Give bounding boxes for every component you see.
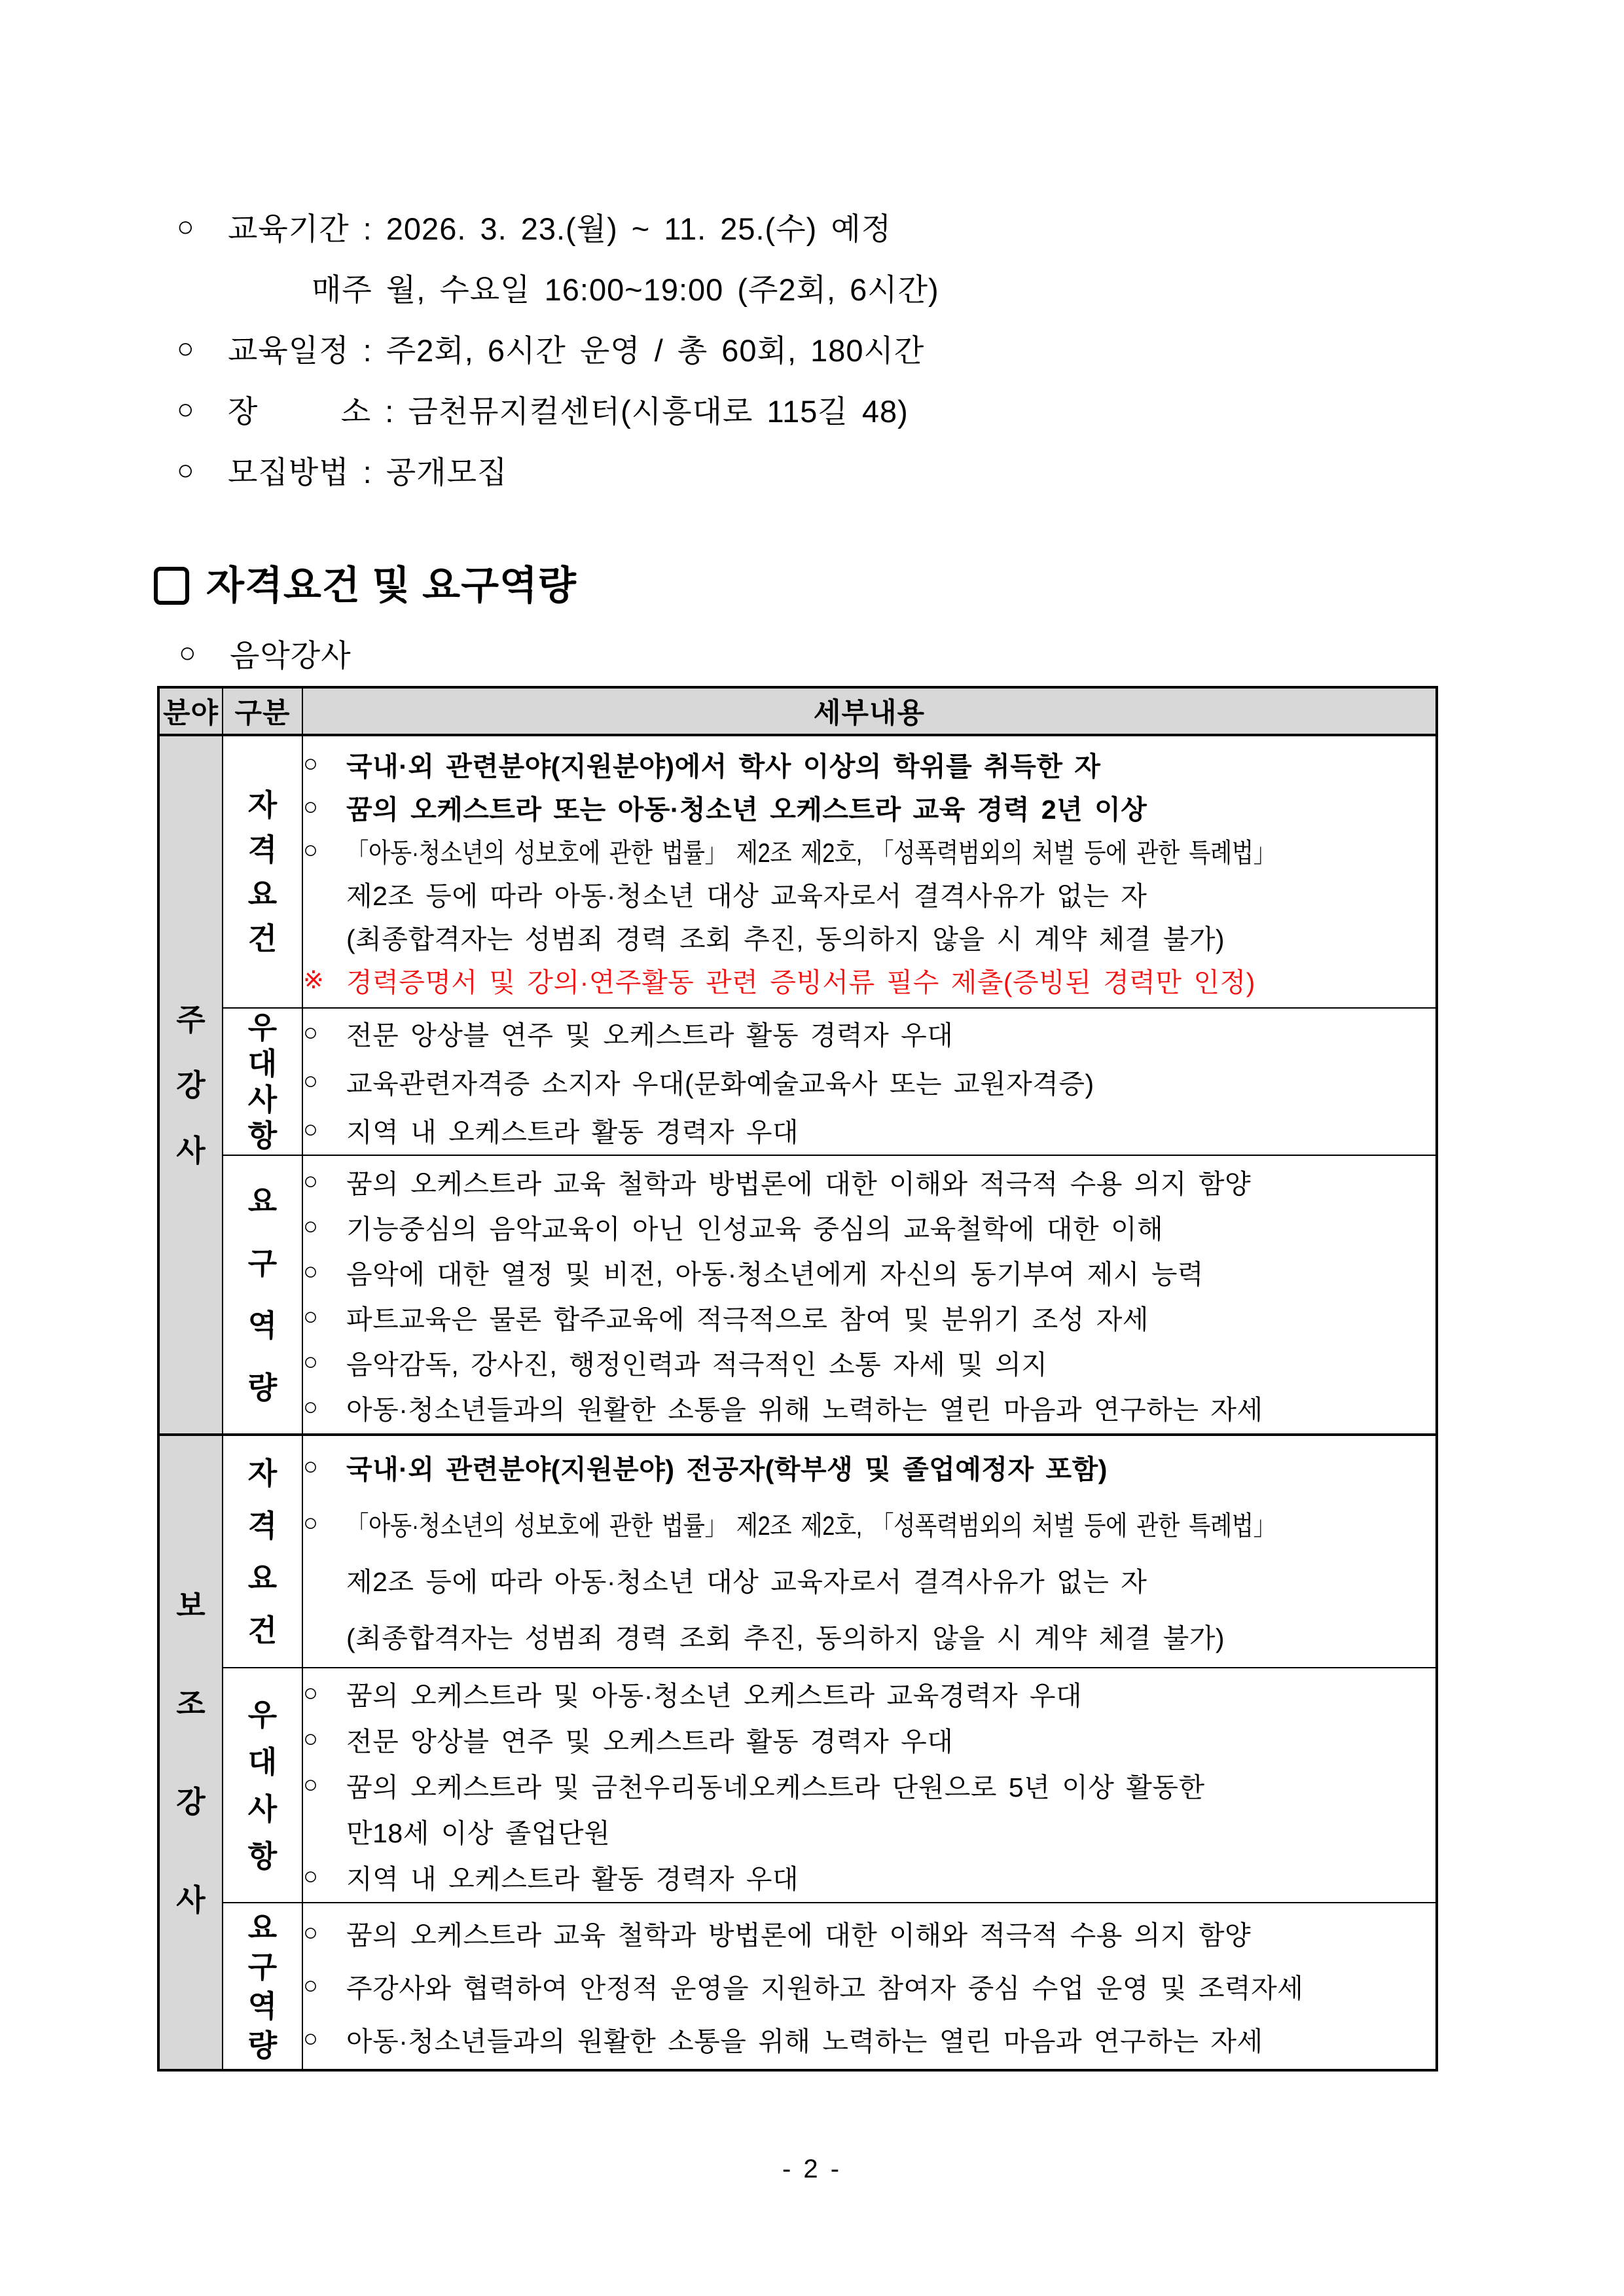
detail-text: 지역 내 오케스트라 활동 경력자 우대 [346, 1864, 799, 1894]
circle-bullet-icon: ○ [303, 1919, 319, 1946]
detail-line [303, 1960, 1435, 2013]
detail-line [303, 1295, 1435, 1340]
detail-line [303, 785, 1435, 829]
detail-text: 경력증명서 및 강의·연주활동 관련 증빙서류 필수 제출(증빙된 경력만 인정) [346, 967, 1255, 997]
circle-bullet-icon: ○ [177, 454, 195, 486]
category-cell-qualification [223, 1435, 302, 1668]
category-cell-preferred [223, 1668, 302, 1903]
details-cell [302, 735, 1437, 1008]
category-cell-qualification [223, 735, 302, 1008]
note-asterisk-icon: ※ [303, 966, 325, 994]
list-item-text: 교육기간 : 2026. 3. 23.(월) ~ 11. 25.(수) 예정 [228, 211, 892, 246]
detail-line [303, 1763, 1435, 1808]
list-item-education-period-detail [177, 257, 1624, 318]
table-header-row [158, 687, 1437, 735]
circle-bullet-icon: ○ [303, 1168, 319, 1195]
detail-line [303, 1671, 1435, 1717]
category-cell-preferred [223, 1008, 302, 1155]
circle-bullet-icon: ○ [303, 1863, 319, 1890]
circle-bullet-icon: ○ [303, 1303, 319, 1331]
qualification-table [157, 686, 1438, 2072]
detail-line [303, 1717, 1435, 1763]
category-label: 요구역량 [247, 1184, 278, 1405]
detail-line [303, 872, 1435, 915]
table-row-main-preferred [158, 1008, 1437, 1155]
detail-line [303, 1009, 1435, 1058]
circle-bullet-icon: ○ [303, 1393, 319, 1421]
category-label: 우대사항 [247, 1697, 278, 1873]
table-row-assistant-competency [158, 1903, 1437, 2070]
details-cell [302, 1008, 1437, 1155]
detail-line [303, 1249, 1435, 1295]
detail-text: (최종합격자는 성범죄 경력 조회 추진, 동의하지 않을 시 계약 체결 불가) [346, 1623, 1225, 1653]
circle-bullet-icon: ○ [177, 393, 195, 425]
circle-bullet-icon: ○ [303, 1258, 319, 1285]
page-number: - 2 - [782, 2155, 842, 2183]
detail-text: 기능중심의 음악교육이 아닌 인성교육 중심의 교육철학에 대한 이해 [346, 1214, 1164, 1244]
category-label: 자격요건 [247, 788, 278, 956]
detail-text: 제2조 등에 따라 아동·청소년 대상 교육자로서 결격사유가 없는 자 [346, 1567, 1147, 1597]
circle-bullet-icon: ○ [303, 836, 319, 864]
detail-text: 「아동·청소년의 성보호에 관한 법률」 제2조 제2호, 「성폭력범외의 처벌 등에 관한 특례법」 [346, 837, 1276, 868]
detail-text: 국내·외 관련분야(지원분야)에서 학사 이상의 학위를 취득한 자 [346, 751, 1101, 781]
field-cell-assistant-instructor [158, 1435, 223, 2070]
table-row-assistant-preferred [158, 1668, 1437, 1903]
detail-text: 꿈의 오케스트라 교육 철학과 방법론에 대한 이해와 적극적 수용 의지 함양 [346, 1169, 1252, 1199]
category-label: 우대사항 [247, 1010, 278, 1153]
square-bullet-icon [154, 567, 189, 605]
section-subtitle: 음악강사 [230, 637, 352, 673]
circle-bullet-icon: ○ [177, 210, 195, 243]
circle-bullet-icon: ○ [303, 1116, 319, 1143]
details-cell [302, 1155, 1437, 1435]
detail-line [303, 1058, 1435, 1106]
circle-bullet-icon: ○ [303, 1067, 319, 1095]
list-item-education-schedule [177, 318, 1624, 379]
detail-line [303, 2013, 1435, 2066]
detail-line [303, 1159, 1435, 1204]
category-label: 요구역량 [247, 1910, 278, 2062]
detail-line-warning [303, 958, 1435, 1001]
circle-bullet-icon: ○ [303, 1213, 319, 1240]
circle-bullet-icon: ○ [303, 1019, 319, 1047]
detail-line [303, 1106, 1435, 1155]
detail-line [303, 829, 1435, 872]
detail-line [303, 915, 1435, 958]
course-info-list [177, 196, 1624, 501]
circle-bullet-icon: ○ [303, 749, 319, 778]
detail-text: 꿈의 오케스트라 및 아동·청소년 오케스트라 교육경력자 우대 [346, 1681, 1083, 1711]
detail-text: 아동·청소년들과의 원활한 소통을 위해 노력하는 열린 마음과 연구하는 자세 [346, 1395, 1263, 1425]
field-label: 보조강사 [176, 1588, 206, 1917]
details-cell [302, 1435, 1437, 1668]
circle-bullet-icon: ○ [177, 332, 195, 365]
detail-text: 교육관련자격증 소지자 우대(문화예술교육사 또는 교원자격증) [346, 1069, 1094, 1099]
list-item-text: 모집방법 : 공개모집 [228, 455, 508, 490]
detail-text: 전문 앙상블 연주 및 오케스트라 활동 경력자 우대 [346, 1727, 954, 1757]
circle-bullet-icon: ○ [303, 1771, 319, 1799]
circle-bullet-icon: ○ [303, 1453, 319, 1480]
field-label: 주강사 [176, 1002, 206, 1168]
field-cell-main-instructor [158, 735, 223, 1435]
list-item-recruit-method [177, 440, 1624, 501]
detail-line [303, 1808, 1435, 1854]
detail-line [303, 742, 1435, 785]
detail-text: 국내·외 관련분야(지원분야) 전공자(학부생 및 졸업예정자 포함) [346, 1454, 1108, 1484]
list-item-education-period [177, 196, 1624, 257]
detail-text: 꿈의 오케스트라 및 금천우리동네오케스트라 단원으로 5년 이상 활동한 [346, 1772, 1205, 1803]
detail-text: 꿈의 오케스트라 또는 아동·청소년 오케스트라 교육 경력 2년 이상 [346, 794, 1147, 825]
column-header-field: 분야 [158, 687, 223, 735]
detail-line [303, 1439, 1435, 1496]
list-item-text: 매주 월, 수요일 16:00~19:00 (주2회, 6시간) [312, 272, 939, 307]
details-cell [302, 1668, 1437, 1903]
detail-text: 지역 내 오케스트라 활동 경력자 우대 [346, 1117, 799, 1147]
detail-text: (최종합격자는 성범죄 경력 조회 추진, 동의하지 않을 시 계약 체결 불가) [346, 924, 1225, 954]
table-row-assistant-qualification [158, 1435, 1437, 1668]
detail-text: 만18세 이상 졸업단원 [346, 1818, 611, 1848]
list-item-text: 장 소 : 금천뮤지컬센터(시흥대로 115길 48) [228, 394, 909, 429]
circle-bullet-icon: ○ [303, 2025, 319, 2053]
list-item-text: 교육일정 : 주2회, 6시간 운영 / 총 60회, 180시간 [228, 333, 925, 368]
detail-line [303, 1340, 1435, 1385]
list-item-location [177, 379, 1624, 440]
table-row-main-competency [158, 1155, 1437, 1435]
details-cell [302, 1903, 1437, 2070]
detail-line [303, 1496, 1435, 1552]
detail-text: 음악감독, 강사진, 행정인력과 적극적인 소통 자세 및 의지 [346, 1350, 1048, 1380]
detail-line [303, 1204, 1435, 1249]
circle-bullet-icon: ○ [179, 637, 197, 669]
section-title: 자격요건 및 요구역량 [206, 564, 577, 607]
section-subheading [179, 634, 1624, 673]
table-row-main-qualification [158, 735, 1437, 1008]
detail-text: 「아동·청소년의 성보호에 관한 법률」 제2조 제2호, 「성폭력범외의 처벌 등에 관한 특례법」 [346, 1511, 1276, 1541]
detail-text: 아동·청소년들과의 원활한 소통을 위해 노력하는 열린 마음과 연구하는 자세 [346, 2026, 1263, 2056]
column-header-category: 구분 [223, 687, 302, 735]
category-cell-competency [223, 1903, 302, 2070]
circle-bullet-icon: ○ [303, 1679, 319, 1707]
detail-text: 꿈의 오케스트라 교육 철학과 방법론에 대한 이해와 적극적 수용 의지 함양 [346, 1920, 1252, 1950]
detail-text: 전문 앙상블 연주 및 오케스트라 활동 경력자 우대 [346, 1020, 954, 1050]
detail-line [303, 1907, 1435, 1960]
category-label: 자격요건 [247, 1456, 278, 1647]
detail-line [303, 1385, 1435, 1430]
column-header-details: 세부내용 [302, 687, 1437, 735]
category-cell-competency [223, 1155, 302, 1435]
circle-bullet-icon: ○ [303, 1972, 319, 2000]
detail-line [303, 1608, 1435, 1664]
circle-bullet-icon: ○ [303, 1348, 319, 1376]
detail-line [303, 1552, 1435, 1608]
circle-bullet-icon: ○ [303, 1725, 319, 1753]
circle-bullet-icon: ○ [303, 1509, 319, 1537]
detail-text: 파트교육은 물론 합주교육에 적극적으로 참여 및 분위기 조성 자세 [346, 1304, 1149, 1335]
detail-text: 주강사와 협력하여 안정적 운영을 지원하고 참여자 중심 수업 운영 및 조력자세 [346, 1973, 1304, 2003]
section-heading [154, 561, 1624, 610]
detail-line [303, 1854, 1435, 1900]
circle-bullet-icon: ○ [303, 793, 319, 821]
detail-text: 제2조 등에 따라 아동·청소년 대상 교육자로서 결격사유가 없는 자 [346, 880, 1147, 911]
detail-text: 음악에 대한 열정 및 비전, 아동·청소년에게 자신의 동기부여 제시 능력 [346, 1259, 1204, 1289]
